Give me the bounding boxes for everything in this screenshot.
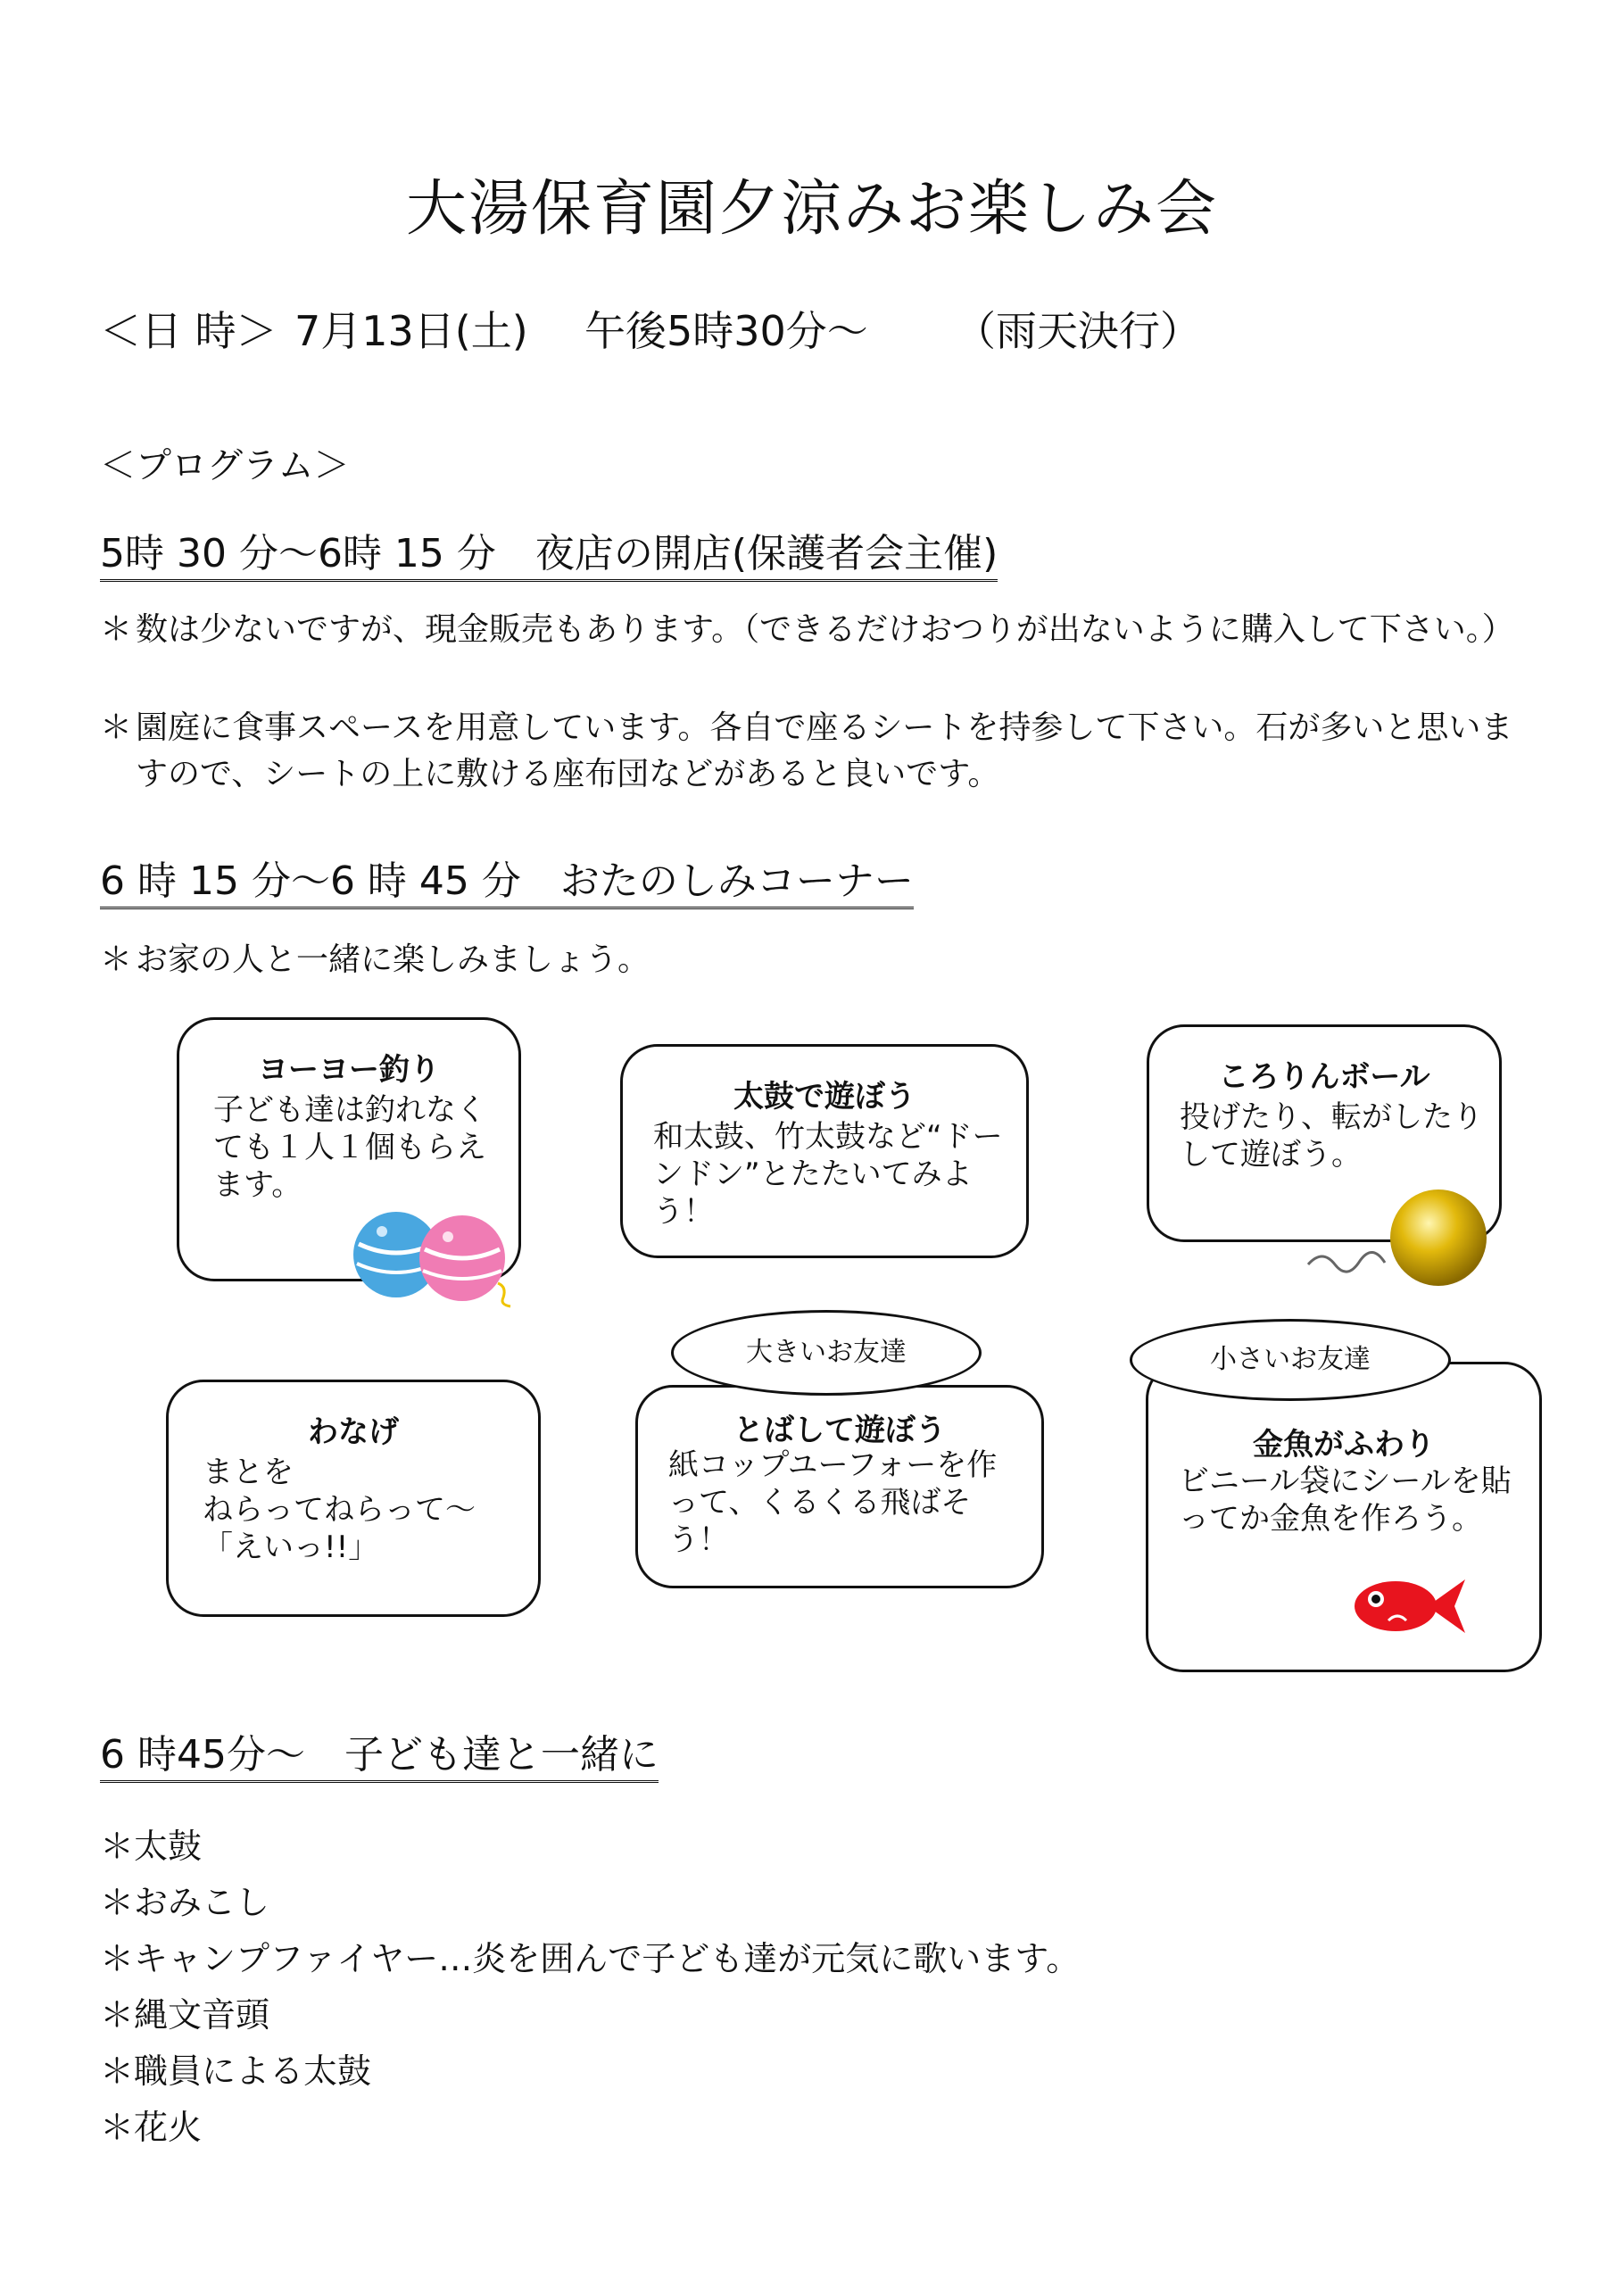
page-title: 大湯保育園夕涼みお楽しみ会 (405, 174, 1218, 245)
box-title: ころりんボール (1218, 1059, 1430, 1095)
section1-bullet (100, 705, 1537, 798)
list-item (100, 1875, 269, 1924)
list-item-text: 花火 (134, 2108, 203, 2147)
bullet-mark: ＊ (100, 1827, 135, 1866)
bullet-mark: ＊ (100, 941, 133, 978)
taiko-play-box (620, 1044, 1029, 1258)
bullet-mark: ＊ (100, 1995, 135, 2035)
goldfish-box (1146, 1362, 1542, 1672)
flying-cup-box (635, 1385, 1044, 1588)
event-date: 7月13日(土) (294, 307, 528, 355)
list-item-text: 太鼓 (134, 1827, 203, 1866)
box-body: 投げたり、転がしたりして遊ぼう。 (1180, 1099, 1483, 1173)
box-title: 金魚がふわり (1253, 1427, 1435, 1463)
yoyo-balloons-icon (346, 1205, 525, 1312)
bullet-mark: ＊ (100, 2108, 135, 2147)
program-label: ＜プログラム＞ (100, 445, 350, 486)
ring-toss-box (166, 1380, 541, 1617)
box-body (203, 1454, 524, 1566)
box-title: 太鼓で遊ぼう (733, 1079, 916, 1115)
section2-intro-text: お家の人と一緒に楽しみましょう。 (136, 941, 650, 978)
list-item (100, 2043, 371, 2093)
bullet-mark: ＊ (100, 709, 133, 746)
rain-note: （雨天決行） (955, 307, 1201, 355)
list-item-text: キャンプファイヤー…炎を囲んで子ども達が元気に歌います。 (134, 1939, 1081, 1978)
box-title: ヨーヨー釣り (258, 1052, 440, 1088)
section2-intro (100, 937, 1537, 983)
section1-heading: 5時 30 分～6時 15 分 夜店の開店(保護者会主催) (100, 532, 998, 582)
box-body-line: 「えいっ!!」 (203, 1529, 379, 1565)
box-title: わなげ (308, 1414, 399, 1450)
box-body: ビニール袋にシールを貼ってか金魚を作ろう。 (1179, 1463, 1512, 1537)
bullet-mark: ＊ (100, 611, 133, 648)
box-body-line: まとを (203, 1455, 294, 1490)
list-item-text: 職員による太鼓 (134, 2051, 372, 2091)
section1-bullet-text: 数は少ないですが、現金販売もあります。（できるだけおつりが出ないように購入して下さい。） (136, 611, 1514, 648)
box-body: 子ども達は釣れなくても１人１個もらえます。 (213, 1092, 486, 1203)
section2-heading: 6 時 15 分～6 時 45 分 おたのしみコーナー (100, 859, 914, 909)
box-body: 和太鼓、竹太鼓など“ドーンドン”とたたいてみよう！ (653, 1119, 1003, 1230)
list-item-text: 縄文音頭 (134, 1995, 270, 2035)
list-item (100, 1987, 269, 2036)
bullet-mark: ＊ (100, 2051, 135, 2091)
gold-ball-icon (1303, 1182, 1499, 1298)
bullet-mark: ＊ (100, 1939, 135, 1978)
box-body-line: ねらってねらって～ (203, 1492, 476, 1528)
bullet-mark: ＊ (100, 1883, 135, 1922)
list-item (100, 1931, 1080, 1980)
younger-kids-tag: 小さいお友達 (1130, 1319, 1451, 1401)
older-kids-tag: 大きいお友達 (671, 1310, 982, 1396)
goldfish-icon (1349, 1571, 1471, 1642)
section3-heading: 6 時45分～ 子ども達と一緒に (100, 1733, 659, 1783)
event-time: 午後5時30分～ (584, 307, 868, 355)
box-title: とばして遊ぼう (733, 1413, 946, 1448)
section1-bullet-text: 園庭に食事スペースを用意しています。各自で座るシートを持参して下さい。石が多いと思いますので、シートの上に敷ける座布団などがあると良いです。 (136, 709, 1513, 792)
date-label: ＜日 時＞ (100, 307, 278, 355)
section1-bullet (100, 607, 1537, 653)
list-item (100, 1819, 202, 1868)
list-item (100, 2100, 202, 2149)
box-body: 紙コップユーフォーを作って、くるくる飛ばそう！ (668, 1447, 998, 1558)
list-item-text: おみこし (134, 1883, 270, 1922)
